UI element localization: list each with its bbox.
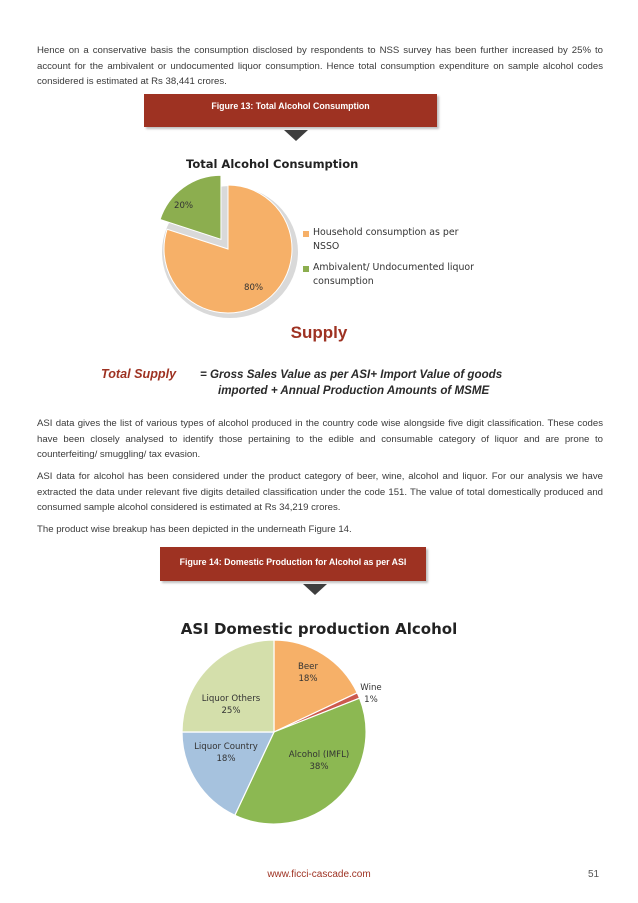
wine-name: Wine <box>360 683 382 693</box>
beer-name: Beer <box>297 662 318 672</box>
supply-formula-line2: imported + Annual Production Amounts of MSME <box>218 384 490 397</box>
liquor-others-name: Liquor Others <box>201 694 261 704</box>
figure13-title: Total Alcohol Consumption <box>186 157 359 171</box>
page-number: 51 <box>588 869 600 880</box>
figure14-label-wine <box>354 682 388 706</box>
figure14-pie <box>172 630 376 834</box>
figure13-pie <box>150 170 300 320</box>
figure14-banner-arrow <box>303 584 327 595</box>
figure14-label-liquor-others <box>193 693 269 717</box>
figure13-banner: Figure 13: Total Alcohol Consumption <box>144 94 437 127</box>
figure13-banner-arrow <box>284 130 308 141</box>
figure13-label-undocumented: 20% <box>174 201 194 211</box>
paragraph-asi-value: ASI data for alcohol has been considered under the product category of beer, wine, alcohol and liquor. For our analysis we have extracted the data under relevant five digits detailed classification under the code 151. The value of total domestically produced and consumed sample alcohol considered is estimated at Rs 34,219 crores. <box>37 471 603 514</box>
figure14-label-imfl <box>279 749 359 773</box>
supply-heading: Supply <box>290 323 348 342</box>
liquor-country-percent: 18% <box>216 754 236 764</box>
paragraph-asi-codes: ASI data gives the list of various types of alcohol produced in the country code wise alongside five digit classification. These codes have been closely analysed to identify those pertaining to the edible and consumable category of liquor and are prone to counterfeiting/ smuggling/ tax evasion. <box>37 418 603 461</box>
legend-item-household: Household consumption as per NSSO <box>313 227 459 252</box>
liquor-others-percent: 25% <box>221 706 241 716</box>
imfl-name: Alcohol (IMFL) <box>288 750 350 760</box>
pie-slice-liquor-others <box>182 640 274 732</box>
figure14-label-liquor-country <box>186 741 266 765</box>
figure14-banner: Figure 14: Domestic Production for Alcohol as per ASI <box>160 547 426 581</box>
supply-formula-line1: = Gross Sales Value as per ASI+ Import Value of goods <box>200 368 503 381</box>
figure14-label-beer <box>288 661 328 685</box>
imfl-percent: 38% <box>309 762 329 772</box>
figure14-title: ASI Domestic production Alcohol <box>180 620 458 638</box>
footer-url[interactable]: www.ficci-cascade.com <box>267 869 371 880</box>
wine-percent: 1% <box>364 695 378 705</box>
legend-item-undocumented: Ambivalent/ Undocumented liquor consumption <box>313 262 475 287</box>
total-supply-label: Total Supply <box>101 367 177 381</box>
figure13-label-household: 80% <box>244 283 264 293</box>
paragraph-breakup: The product wise breakup has been depicted in the underneath Figure 14. <box>37 524 352 535</box>
intro-paragraph: Hence on a conservative basis the consumption disclosed by respondents to NSS survey has been further increased by 25% to account for the ambivalent or undocumented liquor consumption. Hence total consumption expenditure on sample alcohol codes considered is estimated at Rs 38,441 crores. <box>37 45 603 88</box>
beer-percent: 18% <box>298 674 318 684</box>
liquor-country-name: Liquor Country <box>194 742 258 752</box>
legend-swatch-household <box>303 231 309 237</box>
legend-swatch-undocumented <box>303 266 309 272</box>
